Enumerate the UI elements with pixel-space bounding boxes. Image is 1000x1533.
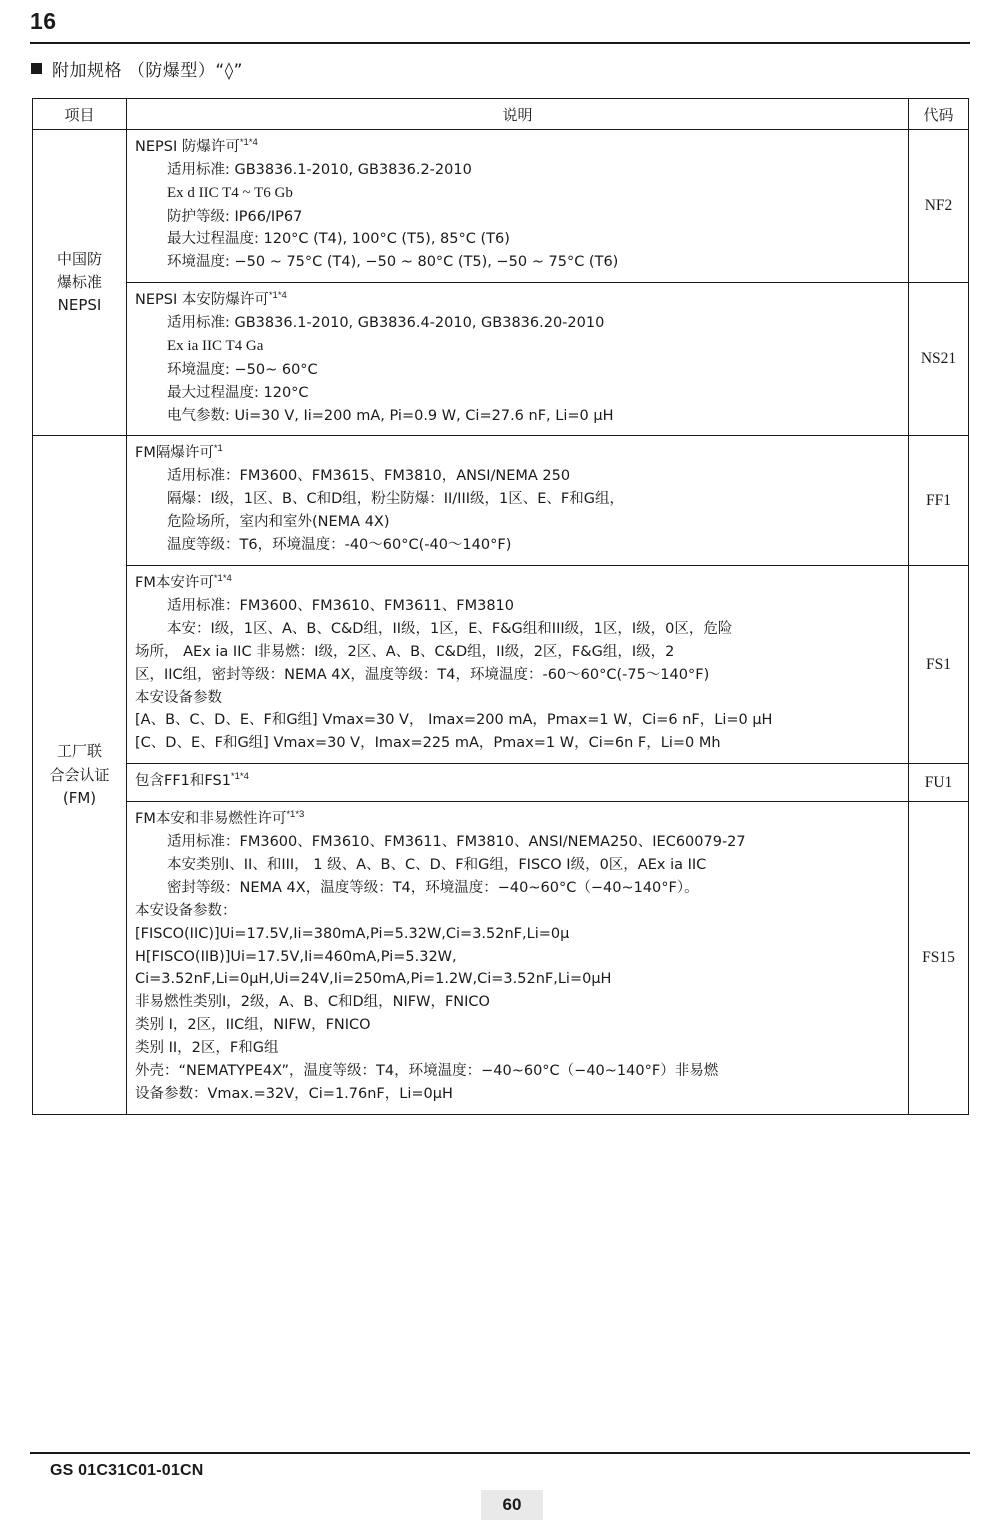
column-header-description: 说明 <box>127 99 909 130</box>
code-cell: NS21 <box>909 283 969 436</box>
page-number-top: 16 <box>30 8 57 34</box>
description-line: NEPSI 防爆许可$^{*1*4}$ <box>135 137 258 155</box>
description-line: 防护等级: IP66/IP67 <box>167 208 303 225</box>
column-header-code: 代码 <box>909 99 969 130</box>
description-cell <box>127 764 909 802</box>
code-cell: FF1 <box>909 436 969 566</box>
document-code: GS 01C31C01-01CN <box>50 1462 204 1479</box>
description-line: 本安：I级，1区、A、B、C&D组，II级，1区，E、F&G组和III级，1区，I级，0区，危险 <box>167 620 733 637</box>
item-category-cell <box>33 130 127 436</box>
description-line: 最大过程温度: 120°C <box>167 384 309 401</box>
description-line: 类别 I，2区，IIC组，NIFW，FNICO <box>135 1017 371 1034</box>
column-header-item: 项目 <box>33 99 127 130</box>
code-cell: FS15 <box>909 802 969 1115</box>
description-line: 类别 II，2区，F和G组 <box>135 1040 279 1057</box>
description-line: 环境温度: −50 ~ 75°C (T4), −50 ~ 80°C (T5), −50 ~ 75°C (T6) <box>167 254 619 271</box>
bullet-square-icon <box>31 63 42 74</box>
description-line: Ex d IIC T4 ~ T6 Gb <box>167 184 293 201</box>
description-line: Ex ia IIC T4 Ga <box>167 338 264 355</box>
table-row <box>33 802 969 1115</box>
description-line: 区，IIC组，密封等级：NEMA 4X，温度等级：T4，环境温度：-60～60°C(-75～140°F) <box>135 666 710 683</box>
description-cell <box>127 436 909 566</box>
item-category-cell <box>33 436 127 1114</box>
description-line: 本安类别I、II、和III， 1 级、A、B、C、D、F和G组，FISCO I级，0区，AEx ia IIC <box>167 856 707 873</box>
table-row <box>33 130 969 283</box>
description-line: 非易燃性类别I，2级，A、B、C和D组，NIFW，FNICO <box>135 994 490 1011</box>
description-cell <box>127 283 909 436</box>
description-line: 外壳：“NEMATYPE4X”，温度等级：T4，环境温度：−40~60°C（−40~140°F）非易燃 <box>135 1063 719 1080</box>
table-row <box>33 283 969 436</box>
description-line: 温度等级：T6，环境温度：-40～60°C(-40～140°F) <box>167 537 512 554</box>
item-category-line: 工厂联 <box>56 742 102 761</box>
section-heading-label: 附加规格 （防爆型）“◊” <box>52 61 243 81</box>
table-row <box>33 565 969 763</box>
description-line: 本安设备参数 <box>135 689 222 706</box>
footer-divider <box>30 1452 970 1454</box>
item-category-line: 爆标准 <box>56 273 102 292</box>
description-line: 场所， AEx ia IIC 非易燃：I级，2区、A、B、C&D组，II级，2区，F&G组，I级，2 <box>135 643 675 660</box>
item-category-line: 中国防 <box>56 249 102 268</box>
table-row <box>33 436 969 566</box>
footnote-marker: *1*4 <box>268 290 287 302</box>
description-line: NEPSI 本安防爆许可$^{*1*4}$ <box>135 290 287 309</box>
description-line: [FISCO(IIC)]Ui=17.5V,Ii=380mA,Pi=5.32W,Ci=3.52nF,Li=0μ <box>135 925 570 942</box>
footnote-marker: *1*4 <box>239 137 258 149</box>
description-cell <box>127 130 909 283</box>
description-line: FM本安和非易燃性许可$^{*1*3}$ <box>135 809 305 828</box>
description-line: FM本安许可$^{*1*4}$ <box>135 573 232 591</box>
item-category-line: 合会认证 <box>49 765 110 784</box>
spec-table <box>32 98 969 1115</box>
description-line: 设备参数：Vmax.=32V，Ci=1.76nF，Li=0μH <box>135 1086 453 1102</box>
description-line: 适用标准：FM3600、FM3610、FM3611、FM3810 <box>167 597 515 614</box>
description-cell <box>127 802 909 1115</box>
item-category-line: NEPSI <box>57 296 102 315</box>
code-cell: FU1 <box>909 764 969 802</box>
description-line: [C、D、E、F和G组] Vmax=30 V，Imax=225 mA，Pmax=1 W，Ci=6n F，Li=0 Mh <box>135 735 721 752</box>
description-line: 危险场所，室内和室外(NEMA 4X) <box>167 514 390 531</box>
code-cell: NF2 <box>909 130 969 283</box>
description-line: 适用标准：FM3600、FM3610、FM3611、FM3810、ANSI/NEMA250、IEC60079-27 <box>167 834 746 851</box>
table-header-row <box>33 99 969 130</box>
item-category-line: (FM) <box>62 788 97 807</box>
description-line: 环境温度: −50~ 60°C <box>167 361 318 378</box>
footnote-marker: *1*4 <box>230 771 249 783</box>
description-line: 密封等级：NEMA 4X，温度等级：T4，环境温度：−40~60°C（−40~140°F）。 <box>167 879 699 896</box>
table-row <box>33 764 969 802</box>
header-divider <box>30 42 970 44</box>
description-line: 本安设备参数： <box>135 902 237 919</box>
page-number-footer: 60 <box>481 1490 543 1520</box>
description-line: 最大过程温度: 120°C (T4), 100°C (T5), 85°C (T6) <box>167 231 510 248</box>
description-line: [A、B、C、D、E、F和G组] Vmax=30 V， Imax=200 mA，Pmax=1 W，Ci=6 nF，Li=0 μH <box>135 712 773 729</box>
footnote-marker: *1*4 <box>213 573 232 585</box>
table-body <box>33 130 969 1115</box>
section-heading <box>31 56 243 81</box>
description-line: 隔爆：I级，1区、B、C和D组，粉尘防爆：II/III级，1区、E、F和G组， <box>167 491 624 508</box>
description-line: FM隔爆许可$^{*1}$ <box>135 443 223 462</box>
description-cell <box>127 565 909 763</box>
description-line: 包含FF1和$FS1^{*1*4}$ <box>135 771 249 790</box>
description-line: 电气参数: Ui=30 V, Ii=200 mA, Pi=0.9 W, Ci=27.6 nF, Li=0 μH <box>167 407 614 424</box>
description-line: Ci=3.52nF,Li=0μH,Ui=24V,Ii=250mA,Pi=1.2W,Ci=3.52nF,Li=0μH <box>135 971 612 988</box>
footnote-marker: *1*3 <box>286 809 305 821</box>
description-line: H[FISCO(IIB)]Ui=17.5V,Ii=460mA,Pi=5.32W, <box>135 948 457 965</box>
description-line: 适用标准: GB3836.1-2010, GB3836.4-2010, GB3836.20-2010 <box>167 315 605 332</box>
footnote-marker: *1 <box>213 443 223 455</box>
description-line: 适用标准: GB3836.1-2010, GB3836.2-2010 <box>167 161 472 178</box>
code-cell: FS1 <box>909 565 969 763</box>
description-line: 适用标准：FM3600、FM3615、FM3810，ANSI/NEMA 250 <box>167 468 571 485</box>
